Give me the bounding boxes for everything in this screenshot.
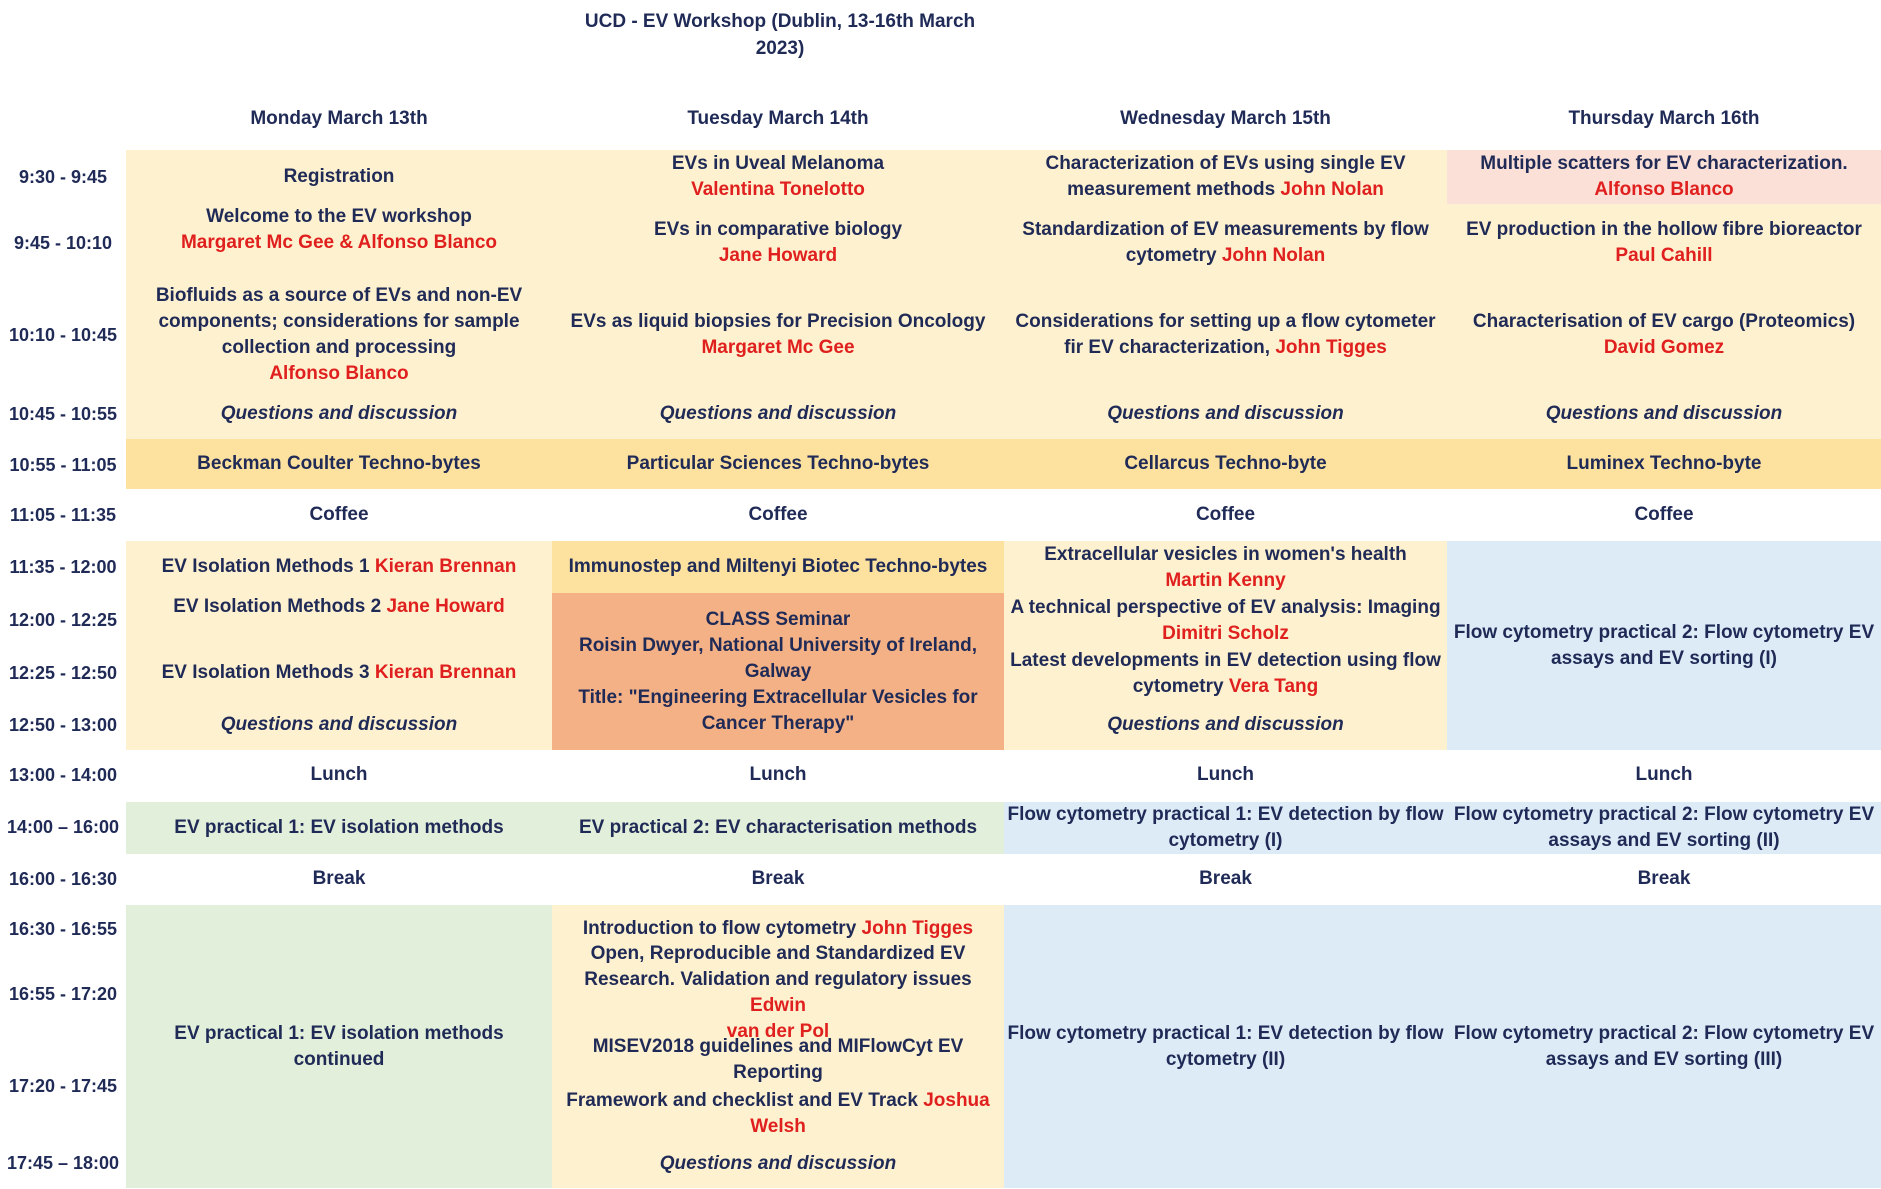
speaker-name: Kieran Brennan: [374, 556, 517, 577]
speaker-name: Joshua: [923, 1090, 990, 1111]
speaker-name: Alfonso Blanco: [1594, 179, 1734, 200]
session-practical: Flow cytometry practical 2: Flow cytometry EV assays and EV sorting (III): [1447, 905, 1881, 1188]
time-slot: 11:35 - 12:00: [9, 557, 117, 577]
session-questions: Questions and discussion: [220, 403, 458, 424]
session-misev: MISEV2018 guidelines and MIFlowCyt EV Reporting: [592, 1036, 964, 1083]
session-intro-flow-cytometry: Introduction to flow cytometry John Tigges: [582, 918, 974, 939]
session-lunch: Lunch: [310, 764, 368, 785]
speaker-name: Paul Cahill: [1615, 245, 1713, 266]
speaker-name: Jane Howard: [718, 245, 838, 266]
speaker-name: John Tigges: [861, 918, 974, 939]
session-techbyte: Cellarcus Techno-byte: [1004, 439, 1447, 489]
session-coffee: Coffee: [748, 504, 808, 525]
time-slot: 16:00 - 16:30: [8, 869, 118, 889]
session-lunch: Lunch: [749, 764, 807, 785]
time-slot: 12:50 - 13:00: [8, 715, 118, 735]
session-practical: Flow cytometry practical 1: EV detection by flow cytometry (II): [1004, 905, 1447, 1188]
session-hollow-fibre: EV production in the hollow fibre bioreactor Paul Cahill: [1447, 216, 1881, 270]
session-practical: Flow cytometry practical 2: Flow cytometry EV assays and EV sorting (I): [1447, 541, 1881, 750]
time-slot: 16:30 - 16:55: [8, 919, 118, 939]
session-proteomics: Characterisation of EV cargo (Proteomics) David Gomez: [1447, 308, 1881, 362]
session-standardization: Standardization of EV measurements by flow cytometry John Nolan: [1022, 219, 1429, 266]
session-break: Break: [1637, 868, 1691, 889]
session-uveal-melanoma: EVs in Uveal Melanoma Valentina Tonelotto: [552, 150, 1004, 204]
time-slot: 12:00 - 12:25: [8, 610, 118, 630]
session-isolation-2: EV Isolation Methods 2 Jane Howard: [173, 596, 505, 617]
session-coffee: Coffee: [1634, 504, 1694, 525]
speaker-name: Jane Howard: [386, 596, 505, 617]
session-techbyte: Immunostep and Miltenyi Biotec Techno-bytes: [552, 541, 1004, 593]
session-class-seminar: CLASS Seminar Roisin Dwyer, National University of Ireland, Galway Title: "Engineering Extracellular Vesicles for Cancer Therapy": [552, 593, 1004, 750]
session-lunch: Lunch: [1635, 764, 1693, 785]
speaker-name: Edwin: [750, 995, 806, 1016]
speaker-name: John Tigges: [1275, 337, 1387, 358]
page-title: UCD - EV Workshop (Dublin, 13-16th March 2023): [584, 11, 976, 59]
speaker-name: Alfonso Blanco: [269, 363, 409, 384]
session-multiple-scatters: Multiple scatters for EV characterization. Alfonso Blanco: [1447, 150, 1881, 204]
session-liquid-biopsies: EVs as liquid biopsies for Precision Oncology Margaret Mc Gee: [552, 308, 1004, 362]
session-ev-detection: Latest developments in EV detection using flow cytometry Vera Tang: [1010, 650, 1441, 697]
session-single-ev-measurement: Characterization of EVs using single EV measurement methods John Nolan: [1045, 153, 1406, 200]
session-coffee: Coffee: [1195, 504, 1256, 525]
session-practical: EV practical 2: EV characterisation methods: [552, 802, 1004, 854]
session-welcome: Welcome to the EV workshop Margaret Mc Gee & Alfonso Blanco: [126, 204, 552, 256]
session-isolation-3: EV Isolation Methods 3 Kieran Brennan: [161, 662, 517, 683]
speaker-name: John Nolan: [1221, 245, 1326, 266]
session-practical: Flow cytometry practical 2: Flow cytometry EV assays and EV sorting (II): [1447, 802, 1881, 854]
session-break: Break: [751, 868, 805, 889]
time-slot: 16:55 - 17:20: [8, 984, 118, 1004]
session-lunch: Lunch: [1197, 764, 1254, 785]
time-slot: 13:00 - 14:00: [8, 765, 118, 785]
time-slot: 11:05 - 11:35: [9, 505, 117, 525]
session-questions: Questions and discussion: [659, 403, 897, 424]
time-slot: 10:55 - 11:05: [9, 455, 117, 475]
time-slot: 12:25 - 12:50: [8, 663, 118, 683]
session-techbyte: Beckman Coulter Techno-bytes: [126, 439, 552, 489]
day-header-wednesday: Wednesday March 15th: [1120, 108, 1331, 129]
session-open-reproducible: Open, Reproducible and Standardized EV Research. Validation and regulatory issues Edwin van der Pol: [552, 953, 1004, 1033]
speaker-name: Dimitri Scholz: [1162, 623, 1289, 644]
time-slot: 9:30 - 9:45: [18, 167, 108, 187]
speaker-name: Valentina Tonelotto: [691, 179, 865, 200]
session-questions: Questions and discussion: [1545, 403, 1783, 424]
speaker-name: John Nolan: [1280, 179, 1384, 200]
session-imaging: A technical perspective of EV analysis: Imaging Dimitri Scholz: [1004, 594, 1447, 648]
time-slot: 17:20 - 17:45: [8, 1076, 118, 1096]
session-techbyte: Particular Sciences Techno-bytes: [552, 439, 1004, 489]
time-slot: 10:45 - 10:55: [8, 404, 118, 424]
day-header-thursday: Thursday March 16th: [1568, 108, 1760, 129]
session-biofluids: Biofluids as a source of EVs and non-EV components; considerations for sample collection and processing Alfonso Blanco: [126, 280, 552, 390]
session-registration: Registration: [283, 166, 395, 187]
time-slot: 14:00 – 16:00: [6, 817, 120, 837]
session-practical: EV practical 1: EV isolation methods: [126, 802, 552, 854]
speaker-name: Martin Kenny: [1165, 570, 1286, 591]
session-questions: Questions and discussion: [659, 1153, 897, 1174]
session-coffee: Coffee: [309, 504, 369, 525]
time-slot: 17:45 – 18:00: [6, 1153, 120, 1173]
session-techbyte: Luminex Techno-byte: [1447, 439, 1881, 489]
session-questions: Questions and discussion: [1107, 714, 1344, 735]
speaker-name: Kieran Brennan: [374, 662, 517, 683]
session-womens-health: Extracellular vesicles in women's health Martin Kenny: [1004, 541, 1447, 595]
speaker-name: Vera Tang: [1228, 676, 1319, 697]
session-questions: Questions and discussion: [220, 714, 458, 735]
speaker-name: Welsh: [750, 1116, 806, 1137]
session-isolation-1: EV Isolation Methods 1 Kieran Brennan: [161, 556, 517, 577]
session-practical-continued: EV practical 1: EV isolation methods continued: [126, 905, 552, 1188]
session-comparative-biology: EVs in comparative biology Jane Howard: [552, 216, 1004, 270]
speaker-name: Margaret Mc Gee & Alfonso Blanco: [180, 232, 498, 253]
session-practical: Flow cytometry practical 1: EV detection by flow cytometry (I): [1004, 802, 1447, 854]
time-slot: 10:10 - 10:45: [8, 325, 118, 345]
session-questions: Questions and discussion: [1107, 403, 1344, 424]
speaker-name: van der Pol: [726, 1021, 830, 1042]
day-header-monday: Monday March 13th: [250, 108, 428, 129]
time-slot: 9:45 - 10:10: [13, 233, 113, 253]
session-flow-cytometer-setup: Considerations for setting up a flow cytometer fir EV characterization, John Tigges: [1015, 311, 1436, 358]
speaker-name: Margaret Mc Gee: [701, 337, 855, 358]
session-break: Break: [1199, 868, 1252, 889]
day-header-tuesday: Tuesday March 14th: [687, 108, 869, 129]
session-break: Break: [312, 868, 366, 889]
speaker-name: David Gomez: [1603, 337, 1725, 358]
session-framework: Framework and checklist and EV Track Joshua Welsh: [552, 1087, 1004, 1141]
